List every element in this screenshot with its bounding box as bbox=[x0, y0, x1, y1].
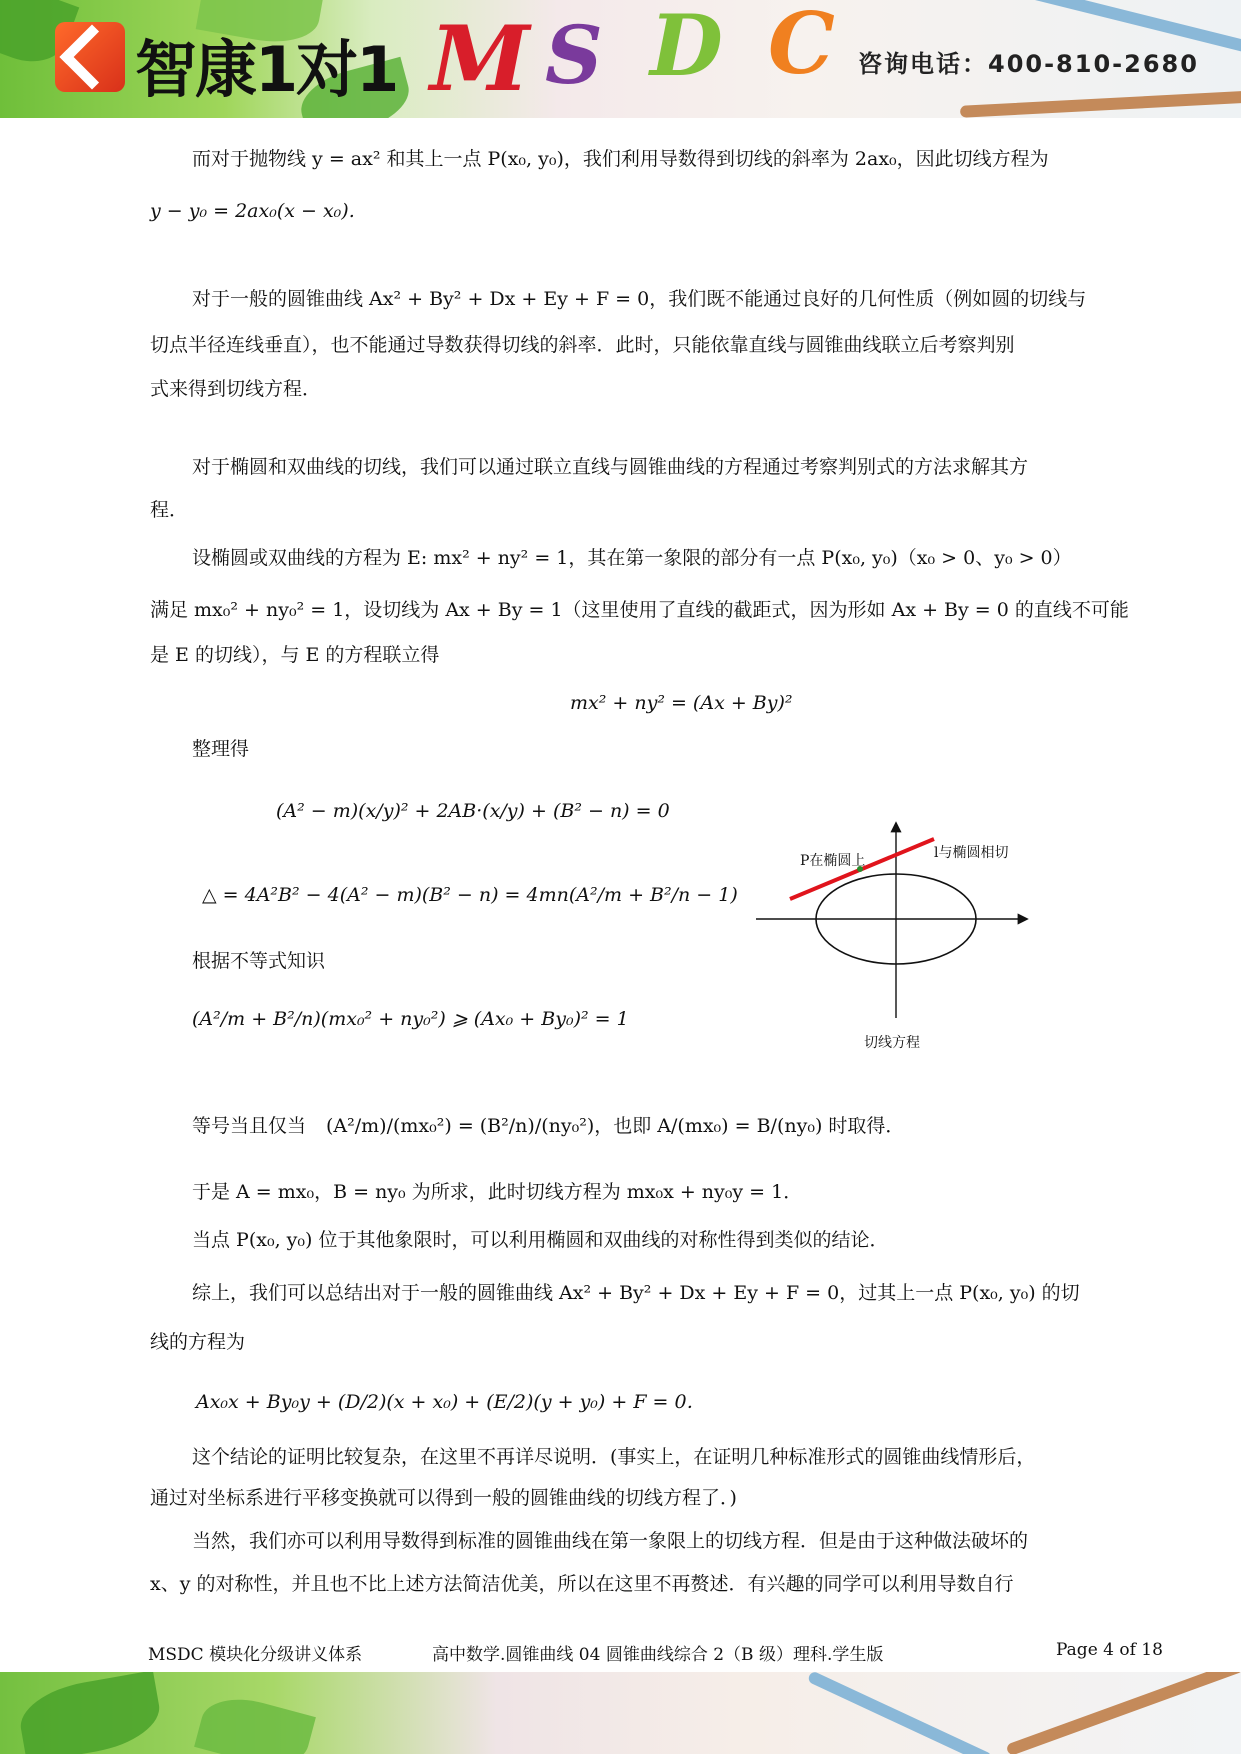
page-header-banner bbox=[0, 0, 1241, 118]
msdc-letter-c: C bbox=[768, 0, 835, 93]
equation-discriminant: △ = 4A²B² − 4(A² − m)(B² − n) = 4mn(A²/m + B²/n − 1) bbox=[202, 884, 738, 906]
page-footer-banner bbox=[0, 1672, 1241, 1754]
msdc-letter-m: M bbox=[430, 6, 530, 112]
brand-logo-icon bbox=[55, 22, 125, 92]
paragraph-result: 于是 A = mx₀，B = ny₀ 为所求，此时切线方程为 mx₀x + ny₀y = 1． bbox=[192, 1181, 803, 1203]
brand-name: 智康1对1 bbox=[135, 33, 398, 106]
equation-quadratic: (A² − m)(x/y)² + 2AB·(x/y) + (B² − n) = 0 bbox=[276, 800, 670, 822]
pencil-decoration bbox=[960, 90, 1241, 118]
paragraph-proof-note-line1: 这个结论的证明比较复杂，在这里不再详尽说明．(事实上，在证明几种标准形式的圆锥曲线情形后， bbox=[192, 1446, 1036, 1468]
footer-series: MSDC 模块化分级讲义体系 bbox=[148, 1645, 363, 1665]
pencil-decoration bbox=[807, 1672, 993, 1754]
pencil-decoration bbox=[1005, 1672, 1241, 1754]
paragraph-summary-line2: 线的方程为 bbox=[150, 1331, 246, 1353]
figure-caption: 切线方程 bbox=[864, 1035, 920, 1051]
leaf-decoration bbox=[194, 1689, 316, 1754]
equation-general-tangent: Ax₀x + By₀y + (D/2)(x + x₀) + (E/2)(y + y₀) + F = 0． bbox=[196, 1391, 706, 1413]
label-inequality: 根据不等式知识 bbox=[192, 950, 326, 972]
footer-course: 高中数学.圆锥曲线 04 圆锥曲线综合 2（B 级）理科.学生版 bbox=[432, 1645, 884, 1665]
msdc-letter-s: S bbox=[545, 8, 603, 102]
paragraph-general-conic-line1: 对于一般的圆锥曲线 Ax² + By² + Dx + Ey + F = 0，我们既不能通过良好的几何性质（例如圆的切线与 bbox=[192, 288, 1087, 310]
contact-phone: 咨询电话：400-810-2680 bbox=[858, 50, 1199, 78]
paragraph-setup-line3: 是 E 的切线），与 E 的方程联立得 bbox=[150, 644, 440, 666]
paragraph-summary-line1: 综上，我们可以总结出对于一般的圆锥曲线 Ax² + By² + Dx + Ey + F = 0，过其上一点 P(x₀, y₀) 的切 bbox=[192, 1282, 1080, 1304]
footer-page-number: Page 4 of 18 bbox=[1056, 1640, 1163, 1660]
paragraph-setup-line2: 满足 mx₀² + ny₀² = 1，设切线为 Ax + By = 1（这里使用了直线的截距式，因为形如 Ax + By = 0 的直线不可能 bbox=[150, 599, 1129, 621]
leaf-decoration bbox=[15, 1672, 165, 1754]
paragraph-general-conic-line3: 式来得到切线方程． bbox=[150, 378, 322, 400]
equality-condition: (A²/m)/(mx₀²) = (B²/n)/(ny₀²)，也即 A/(mx₀) = B/(ny₀) 时取得． bbox=[326, 1115, 905, 1137]
paragraph-setup-line1: 设椭圆或双曲线的方程为 E: mx² + ny² = 1，其在第一象限的部分有一点 P(x₀, y₀)（x₀ > 0、y₀ > 0） bbox=[192, 547, 1072, 569]
paragraph-proof-note-line2: 通过对坐标系进行平移变换就可以得到一般的圆锥曲线的切线方程了．) bbox=[150, 1487, 737, 1509]
msdc-letter-d: D bbox=[650, 0, 723, 95]
equation-system: mx² + ny² = (Ax + By)² bbox=[570, 692, 793, 714]
paragraph-parabola-line1: 而对于抛物线 y = ax² 和其上一点 P(x₀, y₀)，我们利用导数得到切线的斜率为 2ax₀，因此切线方程为 bbox=[192, 148, 1049, 170]
figure-label-point: P在椭圆上 bbox=[800, 853, 866, 869]
equality-condition-prefix: 等号当且仅当 bbox=[192, 1115, 307, 1137]
paragraph-derivative-note-line1: 当然，我们亦可以利用导数得到标准的圆锥曲线在第一象限上的切线方程．但是由于这种做法破坏的 bbox=[192, 1530, 1029, 1552]
figure-label-line: l与椭圆相切 bbox=[934, 845, 1009, 861]
paragraph-general-conic-line2: 切点半径连线垂直），也不能通过导数获得切线的斜率．此时，只能依靠直线与圆锥曲线联立后考察判别 bbox=[150, 334, 1015, 356]
paragraph-derivative-note-line2: x、y 的对称性，并且也不比上述方法简洁优美，所以在这里不再赘述．有兴趣的同学可以利用导数自行 bbox=[150, 1573, 1014, 1595]
parabola-tangent-equation: y − y₀ = 2ax₀(x − x₀). bbox=[150, 200, 355, 222]
ellipse-tangent-figure bbox=[756, 820, 1036, 1050]
paragraph-other-quadrants: 当点 P(x₀, y₀) 位于其他象限时，可以利用椭圆和双曲线的对称性得到类似的结论． bbox=[192, 1229, 889, 1251]
equation-cauchy-inequality: (A²/m + B²/n)(mx₀² + ny₀²) ⩾ (Ax₀ + By₀)² = 1 bbox=[192, 1008, 629, 1030]
label-simplify: 整理得 bbox=[192, 738, 250, 760]
paragraph-ellipse-hyperbola-line1: 对于椭圆和双曲线的切线，我们可以通过联立直线与圆锥曲线的方程通过考察判别式的方法求解其方 bbox=[192, 456, 1029, 478]
paragraph-ellipse-hyperbola-line2: 程． bbox=[150, 499, 189, 521]
